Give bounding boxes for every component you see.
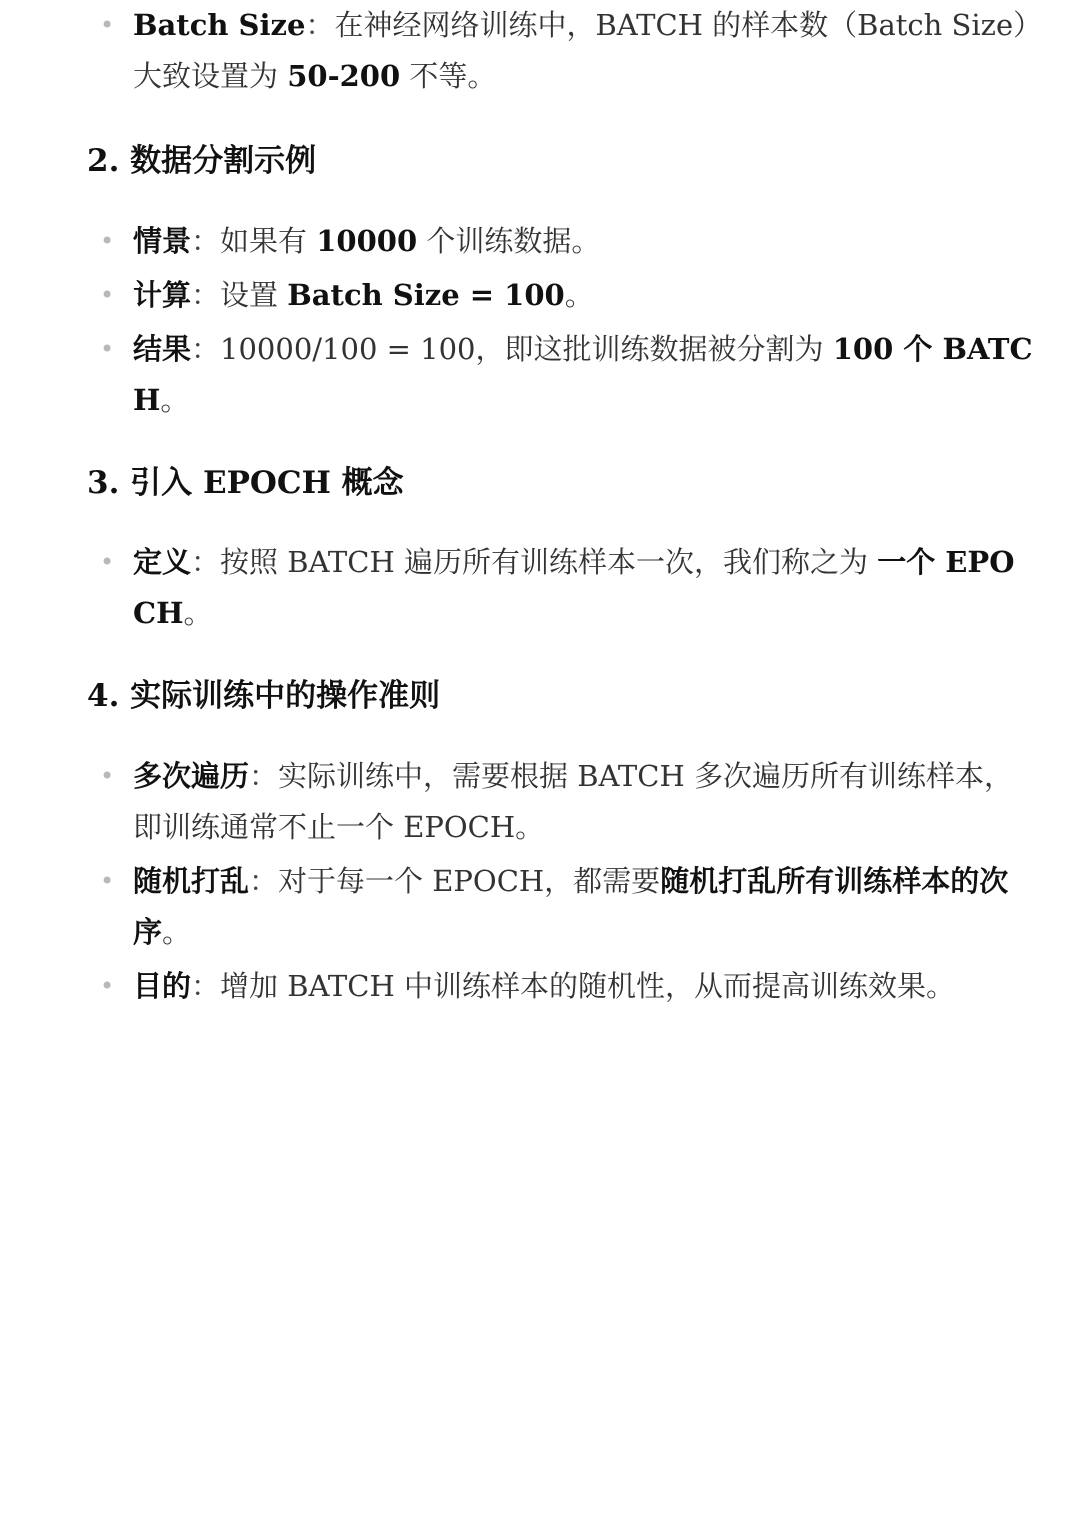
item-separator: ： (249, 864, 279, 898)
item-term: 计算 (133, 278, 192, 312)
item-separator: ： (191, 545, 221, 579)
item-separator: ： (305, 8, 335, 42)
desc-text: 实际训练中，需要根据 BATCH 多次遍历所有训练样本，即训练通常不止一个 EPOCH。 (133, 759, 1013, 844)
desc-text: 增加 BATCH 中训练样本的随机性，从而提高训练效果。 (220, 969, 955, 1003)
desc-text-end: 。 (160, 383, 190, 417)
desc-text: 如果有 (220, 224, 317, 258)
top-list (95, 0, 1035, 105)
item-term: Batch Size (133, 8, 306, 42)
item-term: 目的 (133, 969, 192, 1003)
item-term: 结果 (133, 332, 192, 366)
item-separator: ： (191, 224, 221, 258)
item-description (133, 332, 1033, 417)
desc-bold: Batch Size = 100 (287, 278, 565, 312)
item-term: 定义 (133, 545, 192, 579)
desc-bold: 随机打乱所有训练样本的次序 (133, 864, 1009, 949)
bullet-icon: • (100, 972, 115, 1000)
desc-bold: 50-200 (287, 59, 401, 93)
item-term: 随机打乱 (133, 864, 250, 898)
list-item (95, 537, 1035, 639)
bullet-icon: • (100, 548, 115, 576)
desc-text: 在神经网络训练中，BATCH 的样本数（Batch Size）大致设置为 (133, 8, 1028, 93)
item-description (220, 278, 594, 312)
desc-text-end: 。 (183, 596, 213, 630)
desc-text-end: 个训练数据。 (417, 224, 601, 258)
item-term: 情景 (133, 224, 192, 258)
bullet-icon: • (100, 335, 115, 363)
desc-text: 设置 (220, 278, 288, 312)
desc-text: 10000/100 = 100，即这批训练数据被分割为 (220, 332, 833, 366)
item-separator: ： (191, 332, 221, 366)
bullet-icon: • (100, 762, 115, 790)
bullet-icon: • (100, 11, 115, 39)
item-description (133, 545, 1014, 630)
section-heading-4: 4. 实际训练中的操作准则 (87, 678, 441, 714)
list-item (95, 216, 1035, 267)
section-heading-2: 2. 数据分割示例 (87, 143, 317, 179)
item-separator: ： (191, 278, 221, 312)
list-item (95, 751, 1035, 853)
desc-bold: 10000 (316, 224, 418, 258)
desc-text: 按照 BATCH 遍历所有训练样本一次，我们称之为 (220, 545, 878, 579)
list-item (95, 961, 1035, 1012)
item-separator: ： (249, 759, 279, 793)
item-separator: ： (191, 969, 221, 1003)
section-heading-3: 3. 引入 EPOCH 概念 (87, 465, 404, 501)
desc-bold: 一个 EPOCH (133, 545, 1015, 630)
desc-text-end: 不等。 (400, 59, 497, 93)
list-item (95, 270, 1035, 321)
desc-text-end: 。 (564, 278, 594, 312)
section3-list (95, 537, 1035, 642)
list-item (95, 856, 1035, 958)
bullet-icon: • (100, 867, 115, 895)
item-description (220, 969, 955, 1003)
section2-list (95, 216, 1035, 429)
desc-text: 对于每一个 EPOCH，都需要 (278, 864, 661, 898)
item-term: 多次遍历 (133, 759, 250, 793)
list-item-batch-size (95, 0, 1035, 102)
section4-list (95, 751, 1035, 1015)
desc-bold: 100 个 BATCH (133, 332, 1033, 417)
item-description (220, 224, 600, 258)
desc-text-end: 。 (162, 915, 192, 949)
bullet-icon: • (100, 281, 115, 309)
list-item (95, 324, 1035, 426)
bullet-icon: • (100, 227, 115, 255)
